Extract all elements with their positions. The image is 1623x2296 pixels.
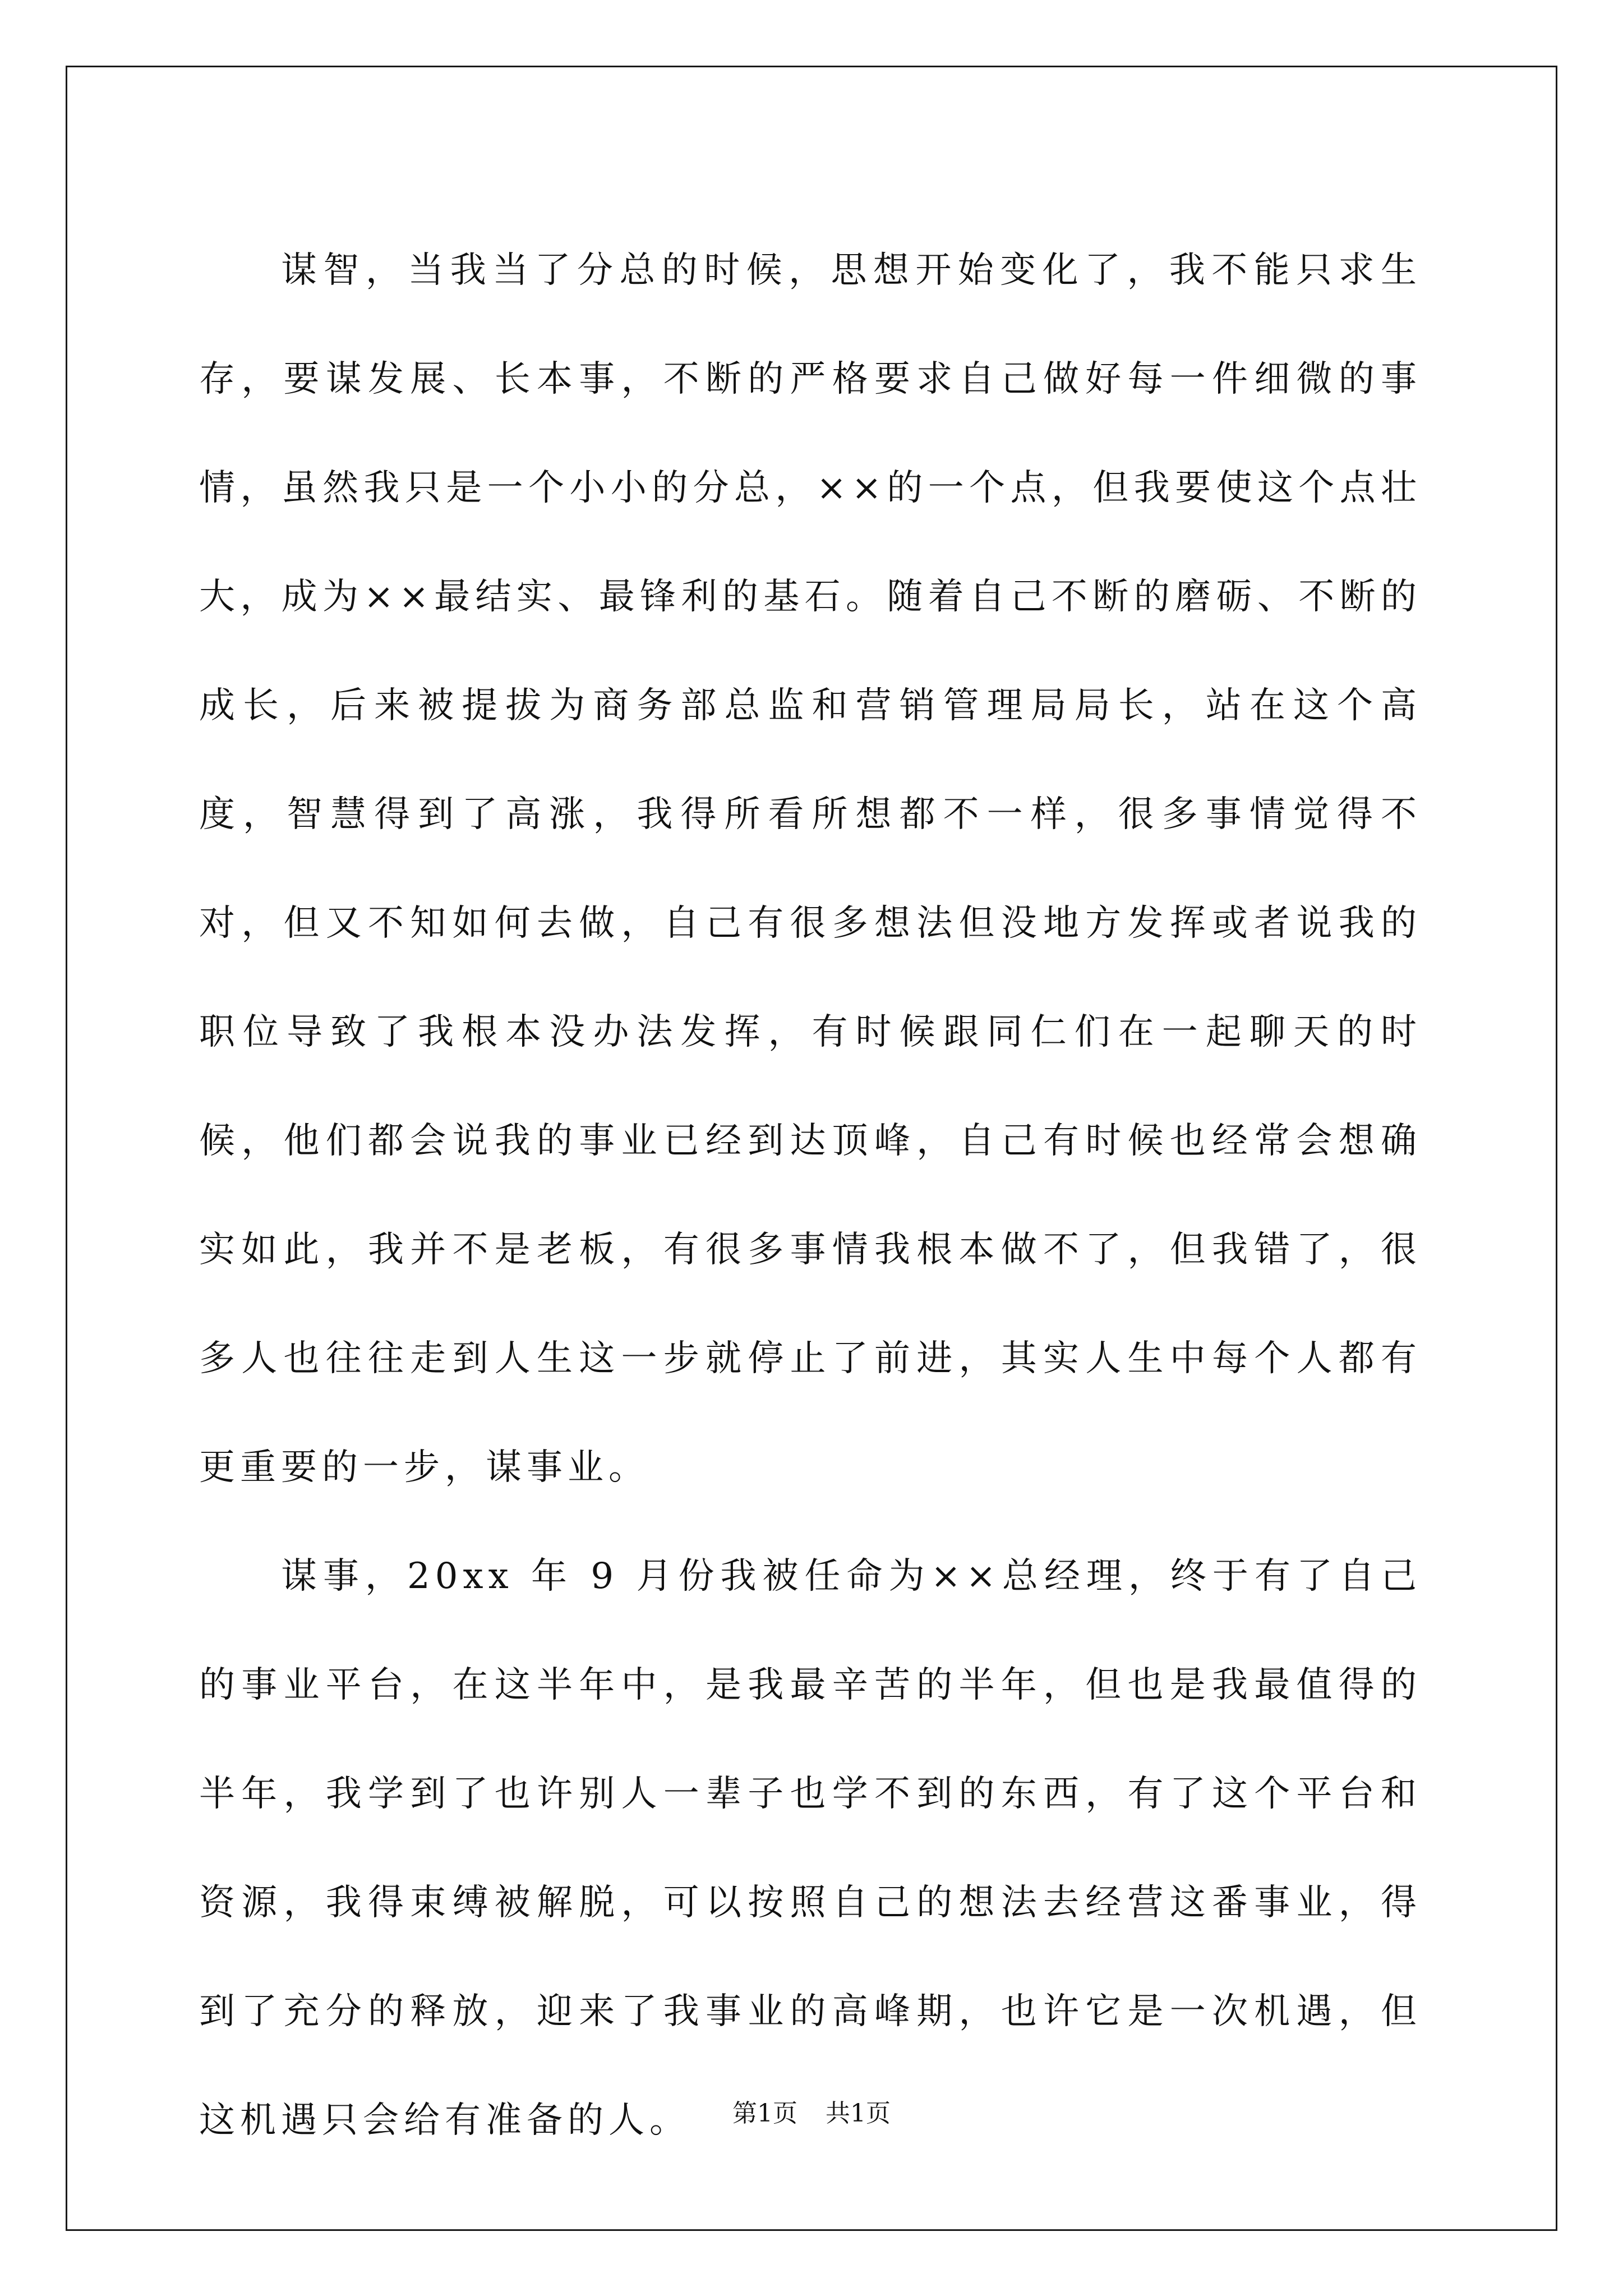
paragraph-1: 谋智，当我当了分总的时候，思想开始变化了，我不能只求生存，要谋发展、长本事，不断的严格要求自己做好每一件细微的事情，虽然我只是一个小小的分总，××的一个点，但我要使这个点壮大，成为××最结实、最锋利的基石。随着自己不断的磨砺、不断的成长，后来被提拔为商务部总监和营销管理局局长，站在这个高度，智慧得到了高涨，我得所看所想都不一样，很多事情觉得不对，但又不知如何去做，自己有很多想法但没地方发挥或者说我的职位导致了我根本没办法发挥，有时候跟同仁们在一起聊天的时候，他们都会说我的事业已经到达顶峰，自己有时候也经常会想确实如此，我并不是老板，有很多事情我根本做不了，但我错了，很多人也往往走到人生这一步就停止了前进，其实人生中每个人都有更重要的一步，谋事业。 [199,250,1422,1488]
page-footer [0,2097,1623,2131]
paragraph-2: 谋事，20xx 年 9 月份我被任命为××总经理，终于有了自己的事业平台，在这半年中，是我最辛苦的半年，但也是我最值得的半年，我学到了也许别人一辈子也学不到的东西，有了这个平台和资源，我得束缚被解脱，可以按照自己的想法去经营这番事业，得到了充分的释放，迎来了我事业的高峰期，也许它是一次机遇，但这机遇只会给有准备的人。 [199,1556,1422,2141]
page-total: 共1页 [826,2099,891,2128]
document-body [199,216,1422,2175]
page-number: 第1页 [732,2099,797,2128]
